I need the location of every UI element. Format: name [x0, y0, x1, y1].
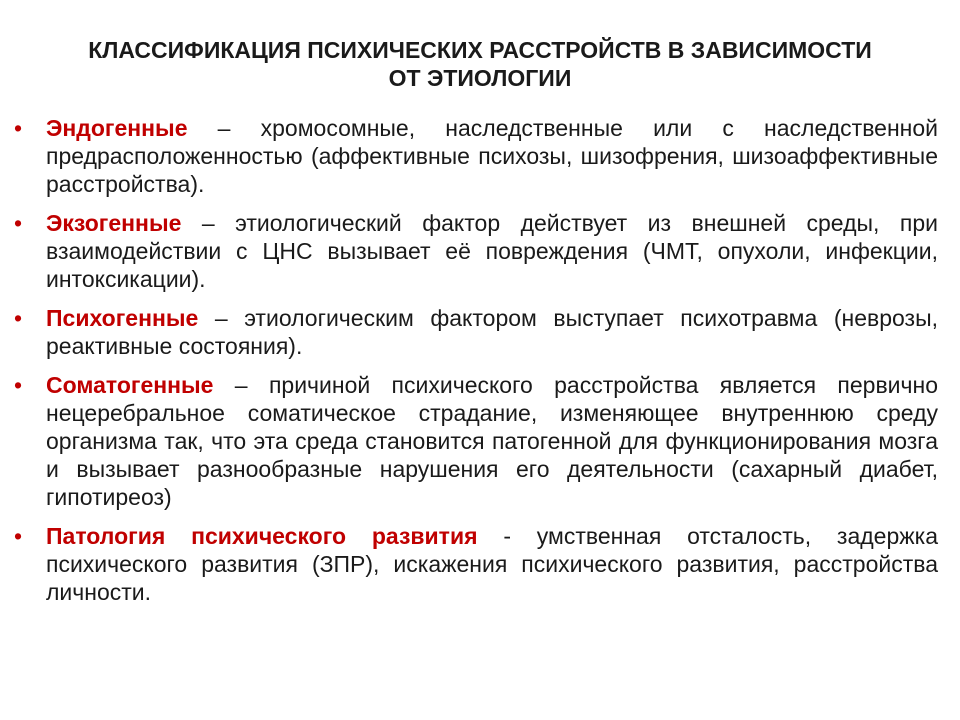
term-psychogenic: Психогенные — [46, 305, 199, 331]
classification-list — [14, 114, 938, 617]
list-item-exogenous — [14, 209, 938, 293]
term-exogenous: Экзогенные — [46, 210, 182, 236]
description-somatogenic: – причиной психического расстройства является первично нецеребральное соматическое страдание, изменяющее внутреннюю среду организма так, что эта среда становится патогенной для функционирования мозга и вызывает разнообразные нарушения его деятельности (сахарный диабет, гипотиреоз) — [46, 372, 938, 510]
list-item-psychogenic — [14, 304, 938, 360]
description-exogenous: – этиологический фактор действует из внешней среды, при взаимодействии с ЦНС вызывает её повреждения (ЧМТ, опухоли, инфекции, интоксикации). — [46, 210, 938, 292]
term-endogenous: Эндогенные — [46, 115, 188, 141]
bullet-icon: • — [14, 305, 23, 331]
list-item-somatogenic — [14, 371, 938, 511]
list-item-endogenous — [14, 114, 938, 198]
slide-title — [20, 36, 940, 92]
title-line-2: ОТ ЭТИОЛОГИИ — [388, 65, 572, 91]
term-somatogenic: Соматогенные — [46, 372, 214, 398]
bullet-icon: • — [14, 372, 23, 398]
title-line-1: КЛАССИФИКАЦИЯ ПСИХИЧЕСКИХ РАССТРОЙСТВ В ЗАВИСИМОСТИ — [88, 37, 872, 63]
list-item-developmental-pathology — [14, 522, 938, 606]
description-endogenous: – хромосомные, наследственные или с наследственной предрасположенностью (аффективные психозы, шизофрения, шизоаффективные расстройства). — [46, 115, 938, 197]
term-developmental-pathology: Патология психического развития — [46, 523, 478, 549]
bullet-icon: • — [14, 115, 23, 141]
description-developmental-pathology: - умственная отсталость, задержка психического развития (ЗПР), искажения психического развития, расстройства личности. — [46, 523, 938, 605]
bullet-icon: • — [14, 210, 23, 236]
description-psychogenic: – этиологическим фактором выступает психотравма (неврозы, реактивные состояния). — [46, 305, 938, 359]
bullet-icon: • — [14, 523, 23, 549]
